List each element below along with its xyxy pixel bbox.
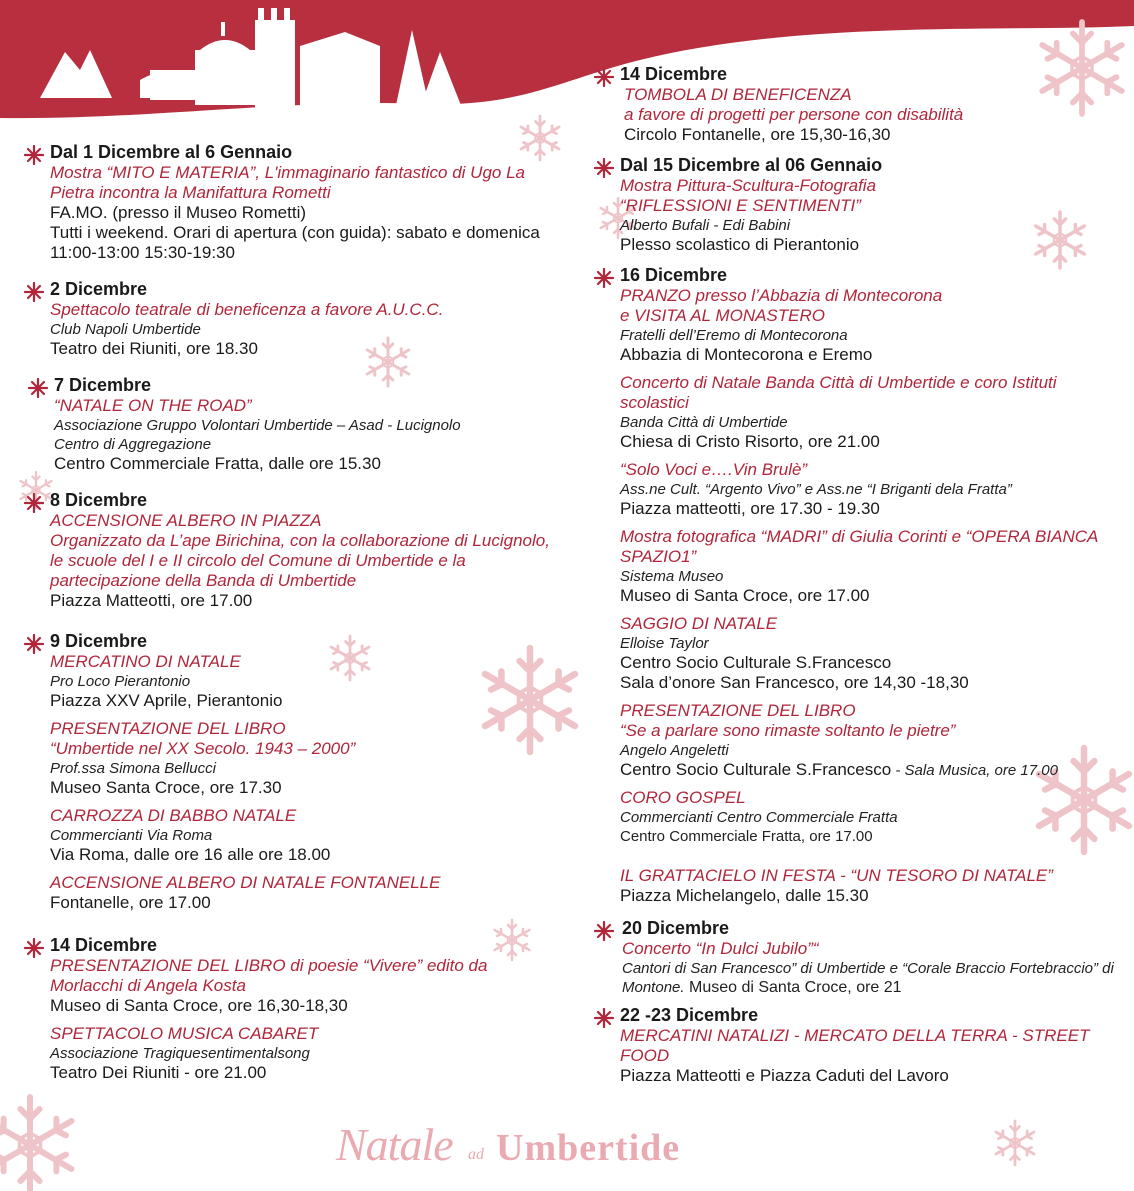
event-place: Teatro dei Riuniti, ore 18.30 (50, 339, 258, 358)
logo-ad: ad (468, 1146, 484, 1163)
star-bullet-icon (594, 921, 614, 941)
event-22-23-dicembre (594, 1005, 1114, 1086)
event-entry (620, 701, 1114, 780)
event-place: Centro Socio Culturale S.Francesco (620, 653, 892, 672)
event-place: Museo di Santa Croce, ore 16,30-18,30 (50, 996, 348, 1015)
event-title: Mostra fotografica “MADRI” di Giulia Corinti e “OPERA BIANCA SPAZIO1” (620, 527, 1098, 566)
event-organizer-text: Cantori di San Francesco” di Umbertide e “Corale Braccio Fortebraccio” di Montone. (622, 960, 1114, 996)
event-place: Museo di Santa Croce, ore 21 (684, 979, 902, 996)
event-date: 7 Dicembre (54, 375, 152, 395)
event-date: Dal 1 Dicembre al 6 Gennaio (50, 142, 293, 162)
event-14-dicembre-tombola (594, 64, 1114, 145)
event-organizer: Elloise Taylor (620, 635, 709, 652)
event-subtitle: “Se a parlare sono rimaste soltanto le pietre” (620, 721, 956, 740)
event-subtitle: a favore di progetti per persone con disabilità (624, 105, 964, 124)
event-place-2: Sala d’onore San Francesco, ore 14,30 -18,30 (620, 673, 969, 692)
event-subtitle: “Umbertide nel XX Secolo. 1943 – 2000” (50, 739, 356, 758)
event-8-dicembre (24, 490, 564, 611)
event-title: “NATALE ON THE ROAD” (54, 396, 252, 415)
event-title: Mostra Pittura-Scultura-Fotografia (620, 176, 877, 195)
event-organizer: Banda Città di Umbertide (620, 414, 788, 431)
event-title: Mostra “MITO E MATERIA”, L'immaginario fantastico di Ugo La Pietra incontra la Manifattura Rometti (50, 163, 525, 202)
left-column (24, 142, 564, 1083)
event-date: 22 -23 Dicembre (620, 1005, 759, 1025)
event-place: Fontanelle, ore 17.00 (50, 893, 211, 912)
event-date: 14 Dicembre (50, 935, 158, 955)
event-organizer: Pro Loco Pierantonio (50, 673, 191, 690)
event-title: MERCATINI NATALIZI - MERCATO DELLA TERRA - STREET FOOD (620, 1026, 1090, 1065)
event-date: 2 Dicembre (50, 279, 148, 299)
event-place-detail: - Sala Musica, ore 17.00 (891, 762, 1058, 779)
event-title: Spettacolo teatrale di beneficenza a favore A.U.C.C. (50, 300, 444, 319)
event-organizer: Commercianti Via Roma (50, 827, 213, 844)
event-entry (620, 788, 1114, 846)
star-bullet-icon (594, 67, 614, 87)
event-date: 20 Dicembre (622, 918, 730, 938)
event-dal-15-dicembre (594, 155, 1114, 255)
event-title: Concerto di Natale Banda Città di Umbertide e coro Istituti scolastici (620, 373, 1057, 412)
event-title: MERCATINO DI NATALE (50, 652, 241, 671)
event-organizer-2: Centro di Aggregazione (54, 436, 212, 453)
logo-natale: Natale (336, 1119, 453, 1170)
star-bullet-icon (594, 158, 614, 178)
event-entry (50, 719, 564, 798)
event-organizer: Alberto Bufali - Edi Babini (620, 217, 791, 234)
event-title: IL GRATTACIELO IN FESTA - “UN TESORO DI NATALE” (620, 866, 1053, 885)
event-place: Piazza XXV Aprile, Pierantonio (50, 691, 283, 710)
event-entry (620, 373, 1114, 452)
event-place: Via Roma, dalle ore 16 alle ore 18.00 (50, 845, 331, 864)
event-place: Centro Commerciale Fratta, dalle ore 15.30 (54, 454, 381, 473)
event-place: Piazza Matteotti, ore 17.00 (50, 591, 253, 610)
event-place: Abbazia di Montecorona e Eremo (620, 345, 873, 364)
event-7-dicembre (28, 375, 568, 474)
event-date: 9 Dicembre (50, 631, 148, 651)
event-organizer: Prof.ssa Simona Bellucci (50, 760, 216, 777)
event-organizer: Club Napoli Umbertide (50, 321, 201, 338)
event-title: TOMBOLA DI BENEFICENZA (624, 85, 852, 104)
event-title: PRESENTAZIONE DEL LIBRO (50, 719, 286, 738)
logo-umbertide: Umbertide (496, 1127, 681, 1169)
event-place: Museo di Santa Croce, ore 17.00 (620, 586, 870, 605)
event-place: Piazza matteotti, ore 17.30 - 19.30 (620, 499, 880, 518)
event-title: SPETTACOLO MUSICA CABARET (50, 1024, 319, 1043)
event-entry (620, 614, 1114, 693)
event-title: Concerto “In Dulci Jubilo”“ (622, 939, 819, 958)
event-organizer: Commercianti Centro Commerciale Fratta (620, 809, 898, 826)
star-bullet-icon (24, 145, 44, 165)
event-20-dicembre (594, 918, 1114, 997)
event-date: 8 Dicembre (50, 490, 148, 510)
event-dal-1-dicembre (24, 142, 564, 263)
event-place: Centro Commerciale Fratta, ore 17.00 (620, 828, 873, 845)
event-date: 16 Dicembre (620, 265, 728, 285)
event-title: ACCENSIONE ALBERO IN PIAZZA (50, 511, 322, 530)
natale-ad-umbertide-logo (336, 1112, 706, 1182)
event-9-dicembre (24, 631, 564, 913)
star-bullet-icon (28, 378, 48, 398)
event-hours: Tutti i weekend. Orari di apertura (con guida): sabato e domenica 11:00-13:00 15:30-19:30 (50, 223, 540, 262)
event-title: PRANZO presso l’Abbazia di Montecorona (620, 286, 943, 305)
event-organizer (622, 959, 1114, 997)
event-place: Chiesa di Cristo Risorto, ore 21.00 (620, 432, 880, 451)
event-place: Museo Santa Croce, ore 17.30 (50, 778, 282, 797)
event-place-name: Centro Socio Culturale S.Francesco (620, 760, 892, 779)
event-title: CORO GOSPEL (620, 788, 746, 807)
event-place: Piazza Matteotti e Piazza Caduti del Lavoro (620, 1066, 949, 1085)
star-bullet-icon (24, 634, 44, 654)
event-2-dicembre (24, 279, 564, 359)
event-place (620, 760, 1114, 780)
event-16-dicembre (594, 265, 1114, 906)
event-entry (620, 527, 1114, 606)
event-place: FA.MO. (presso il Museo Rometti) (50, 203, 307, 222)
event-organizer: Associazione Gruppo Volontari Umbertide – Asad - Lucignolo (54, 417, 461, 434)
event-title: “Solo Voci e….Vin Brulè” (620, 460, 808, 479)
event-title: CARROZZA DI BABBO NATALE (50, 806, 297, 825)
event-organizer: Fratelli dell’Eremo di Montecorona (620, 327, 848, 344)
event-subtitle: “RIFLESSIONI E SENTIMENTI” (620, 196, 861, 215)
event-title: ACCENSIONE ALBERO DI NATALE FONTANELLE (50, 873, 441, 892)
event-place: Plesso scolastico di Pierantonio (620, 235, 860, 254)
star-bullet-icon (24, 938, 44, 958)
event-entry (50, 873, 564, 913)
event-entry (50, 806, 564, 865)
star-bullet-icon (594, 268, 614, 288)
event-entry (50, 1024, 564, 1083)
event-title: SAGGIO DI NATALE (620, 614, 778, 633)
event-subtitle: e VISITA AL MONASTERO (620, 306, 825, 325)
event-place: Piazza Michelangelo, dalle 15.30 (620, 886, 869, 905)
event-place: Teatro Dei Riuniti - ore 21.00 (50, 1063, 267, 1082)
star-bullet-icon (24, 282, 44, 302)
event-description: Organizzato da L’ape Birichina, con la collaborazione di Lucignolo, le scuole del I e II circolo del Comune di Umbertide e la partecipazione della Banda di Umbertide (50, 531, 550, 590)
event-organizer: Angelo Angeletti (620, 742, 729, 759)
event-14-dicembre (24, 935, 564, 1083)
event-organizer: Ass.ne Cult. “Argento Vivo” e Ass.ne “I Briganti dela Fratta” (620, 481, 1012, 498)
star-bullet-icon (24, 493, 44, 513)
star-bullet-icon (594, 1008, 614, 1028)
event-title: PRESENTAZIONE DEL LIBRO di poesie “Vivere” edito da Morlacchi di Angela Kosta (50, 956, 488, 995)
event-entry (620, 460, 1114, 519)
event-place: Circolo Fontanelle, ore 15,30-16,30 (624, 125, 891, 144)
right-column (594, 64, 1114, 1086)
event-organizer: Sistema Museo (620, 568, 724, 585)
event-date: 14 Dicembre (620, 64, 728, 84)
event-organizer: Associazione Tragiquesentimentalsong (50, 1045, 310, 1062)
event-date: Dal 15 Dicembre al 06 Gennaio (620, 155, 883, 175)
event-title: PRESENTAZIONE DEL LIBRO (620, 701, 856, 720)
event-entry (620, 866, 1114, 906)
